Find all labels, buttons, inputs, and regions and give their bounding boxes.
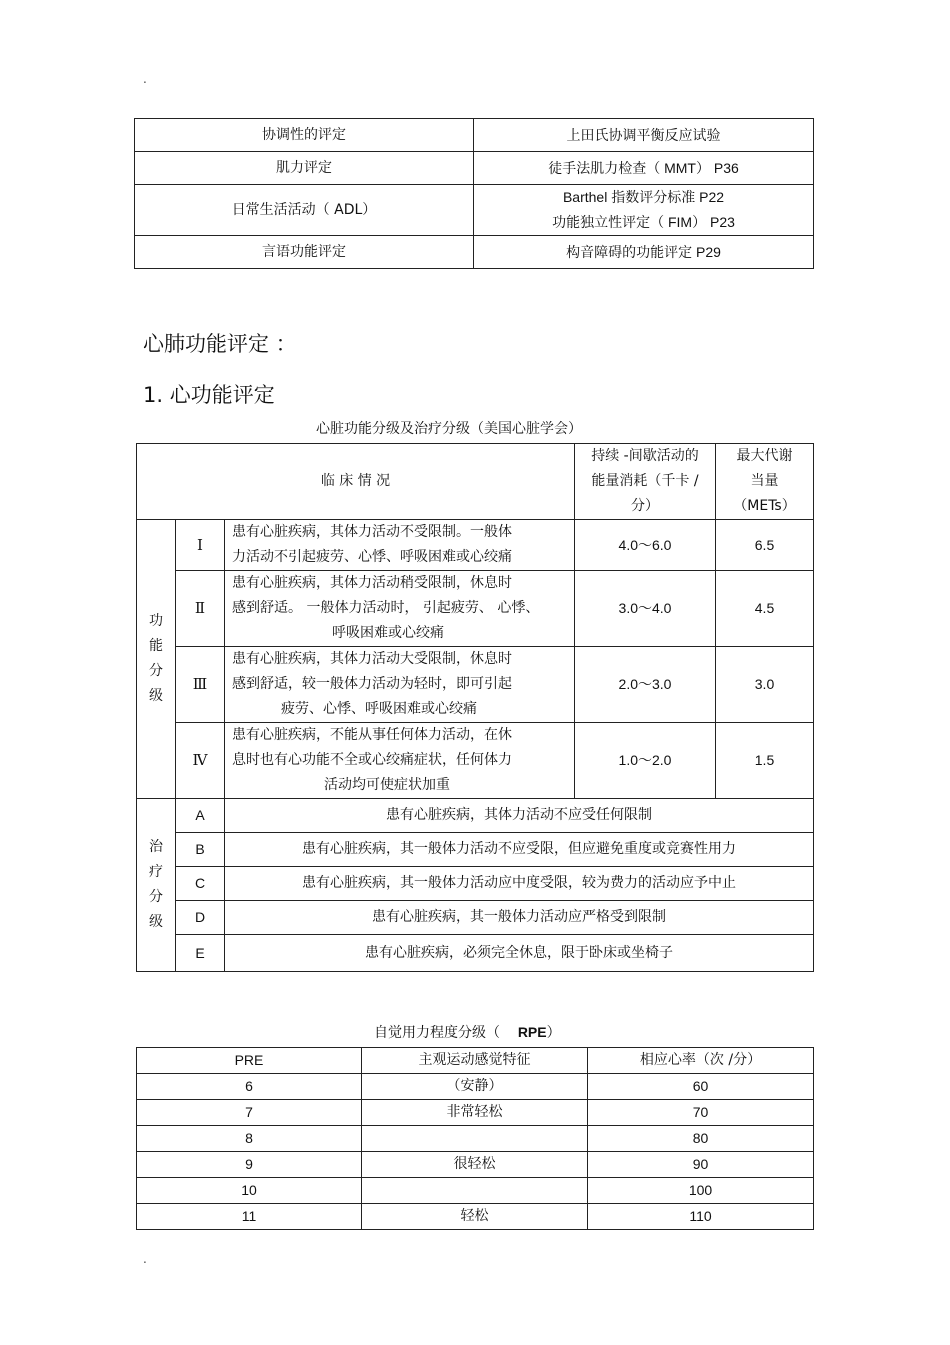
assessment-method: 徒手法肌力检查（ MMT） P36 (474, 152, 814, 185)
energy-cell: 3.0～4.0 (575, 571, 716, 647)
rpe-table (136, 1047, 814, 1230)
grade-cell: D (176, 901, 225, 935)
grade-cell: Ⅲ (176, 647, 225, 723)
table-row (137, 901, 814, 935)
energy-cell: 4.0～6.0 (575, 520, 716, 571)
description-cell: 患有心脏疾病，必须完全休息，限于卧床或坐椅子 (225, 935, 814, 972)
header-energy: 持续 -间歇活动的 能量消耗（千卡 / 分） (575, 444, 716, 520)
table-row (137, 723, 814, 799)
description-cell: 患有心脏疾病，不能从事任何体力活动，在休 息时也有心功能不全或心绞痛症状，任何体力 活动均可使症状加重 (225, 723, 575, 799)
heart-rate-cell: 90 (588, 1152, 814, 1178)
column-header: 主观运动感觉特征 (362, 1048, 588, 1074)
table-row (137, 1126, 814, 1152)
heart-rate-cell: 70 (588, 1100, 814, 1126)
energy-cell: 1.0～2.0 (575, 723, 716, 799)
mets-cell: 1.5 (716, 723, 814, 799)
assessment-table (134, 118, 814, 269)
grade-cell: Ⅰ (176, 520, 225, 571)
pre-cell: 8 (137, 1126, 362, 1152)
rpe-table-caption: 自觉用力程度分级（ RPE） (374, 1024, 561, 1041)
table-row (137, 833, 814, 867)
table-header-row (137, 444, 814, 520)
assessment-item: 协调性的评定 (135, 119, 474, 152)
column-header: 相应心率（次 /分） (588, 1048, 814, 1074)
table-row (137, 1152, 814, 1178)
pre-cell: 9 (137, 1152, 362, 1178)
description-cell: 患有心脏疾病，其一般体力活动应严格受到限制 (225, 901, 814, 935)
heart-rate-cell: 110 (588, 1204, 814, 1230)
heart-rate-cell: 60 (588, 1074, 814, 1100)
assessment-method: Barthel 指数评分标准 P22 功能独立性评定（ FIM） P23 (474, 185, 814, 236)
table-row (137, 1204, 814, 1230)
cardiac-table-caption: 心脏功能分级及治疗分级（美国心脏学会） (316, 421, 582, 437)
grade-cell: A (176, 799, 225, 833)
assessment-item: 言语功能评定 (135, 236, 474, 269)
table-row (137, 571, 814, 647)
feeling-cell: （安静） (362, 1074, 588, 1100)
mets-cell: 4.5 (716, 571, 814, 647)
grade-cell: Ⅱ (176, 571, 225, 647)
assessment-item: 肌力评定 (135, 152, 474, 185)
grade-cell: B (176, 833, 225, 867)
page-mark-bottom: . (143, 1252, 147, 1266)
table-row (137, 1100, 814, 1126)
description-cell: 患有心脏疾病，其体力活动不应受任何限制 (225, 799, 814, 833)
feeling-cell (362, 1126, 588, 1152)
table-row (137, 867, 814, 901)
table-row (135, 236, 814, 269)
pre-cell: 10 (137, 1178, 362, 1204)
description-cell: 患有心脏疾病，其体力活动大受限制，休息时 感到舒适，较一般体力活动为轻时，即可引起 疲劳、心悸、呼吸困难或心绞痛 (225, 647, 575, 723)
table-row (137, 935, 814, 972)
description-cell: 患有心脏疾病，其一般体力活动应中度受限，较为费力的活动应予中止 (225, 867, 814, 901)
subsection-title: 1. 心功能评定 (143, 383, 275, 407)
treatment-grade-label: 治 疗 分 级 (137, 799, 176, 972)
table-header-row (137, 1048, 814, 1074)
mets-cell: 6.5 (716, 520, 814, 571)
energy-cell: 2.0～3.0 (575, 647, 716, 723)
assessment-item: 日常生活活动（ ADL） (135, 185, 474, 236)
table-row (135, 185, 814, 236)
header-clinical: 临 床 情 况 (137, 444, 575, 520)
pre-cell: 11 (137, 1204, 362, 1230)
mets-cell: 3.0 (716, 647, 814, 723)
header-mets: 最大代谢 当量 （METs） (716, 444, 814, 520)
heart-rate-cell: 80 (588, 1126, 814, 1152)
assessment-method: 构音障碍的功能评定 P29 (474, 236, 814, 269)
grade-cell: C (176, 867, 225, 901)
table-row (135, 119, 814, 152)
pre-cell: 6 (137, 1074, 362, 1100)
feeling-cell: 轻松 (362, 1204, 588, 1230)
grade-cell: E (176, 935, 225, 972)
cardiac-function-table (136, 443, 814, 972)
table-row (137, 1178, 814, 1204)
assessment-method: 上田氏协调平衡反应试验 (474, 119, 814, 152)
table-row (137, 520, 814, 571)
description-cell: 患有心脏疾病，其一般体力活动不应受限，但应避免重度或竞赛性用力 (225, 833, 814, 867)
feeling-cell: 很轻松 (362, 1152, 588, 1178)
column-header: PRE (137, 1048, 362, 1074)
feeling-cell: 非常轻松 (362, 1100, 588, 1126)
table-row (135, 152, 814, 185)
page-mark-top: . (143, 72, 147, 86)
table-row (137, 1074, 814, 1100)
section-title: 心肺功能评定 ： (143, 332, 297, 356)
description-cell: 患有心脏疾病，其体力活动不受限制。一般体 力活动不引起疲劳、心悸、呼吸困难或心绞痛 (225, 520, 575, 571)
table-row (137, 647, 814, 723)
functional-grade-label: 功 能 分 级 (137, 520, 176, 799)
heart-rate-cell: 100 (588, 1178, 814, 1204)
table-row (137, 799, 814, 833)
grade-cell: Ⅳ (176, 723, 225, 799)
feeling-cell (362, 1178, 588, 1204)
pre-cell: 7 (137, 1100, 362, 1126)
description-cell: 患有心脏疾病，其体力活动稍受限制，休息时 感到舒适。 一般体力活动时， 引起疲劳、 心悸、 呼吸困难或心绞痛 (225, 571, 575, 647)
